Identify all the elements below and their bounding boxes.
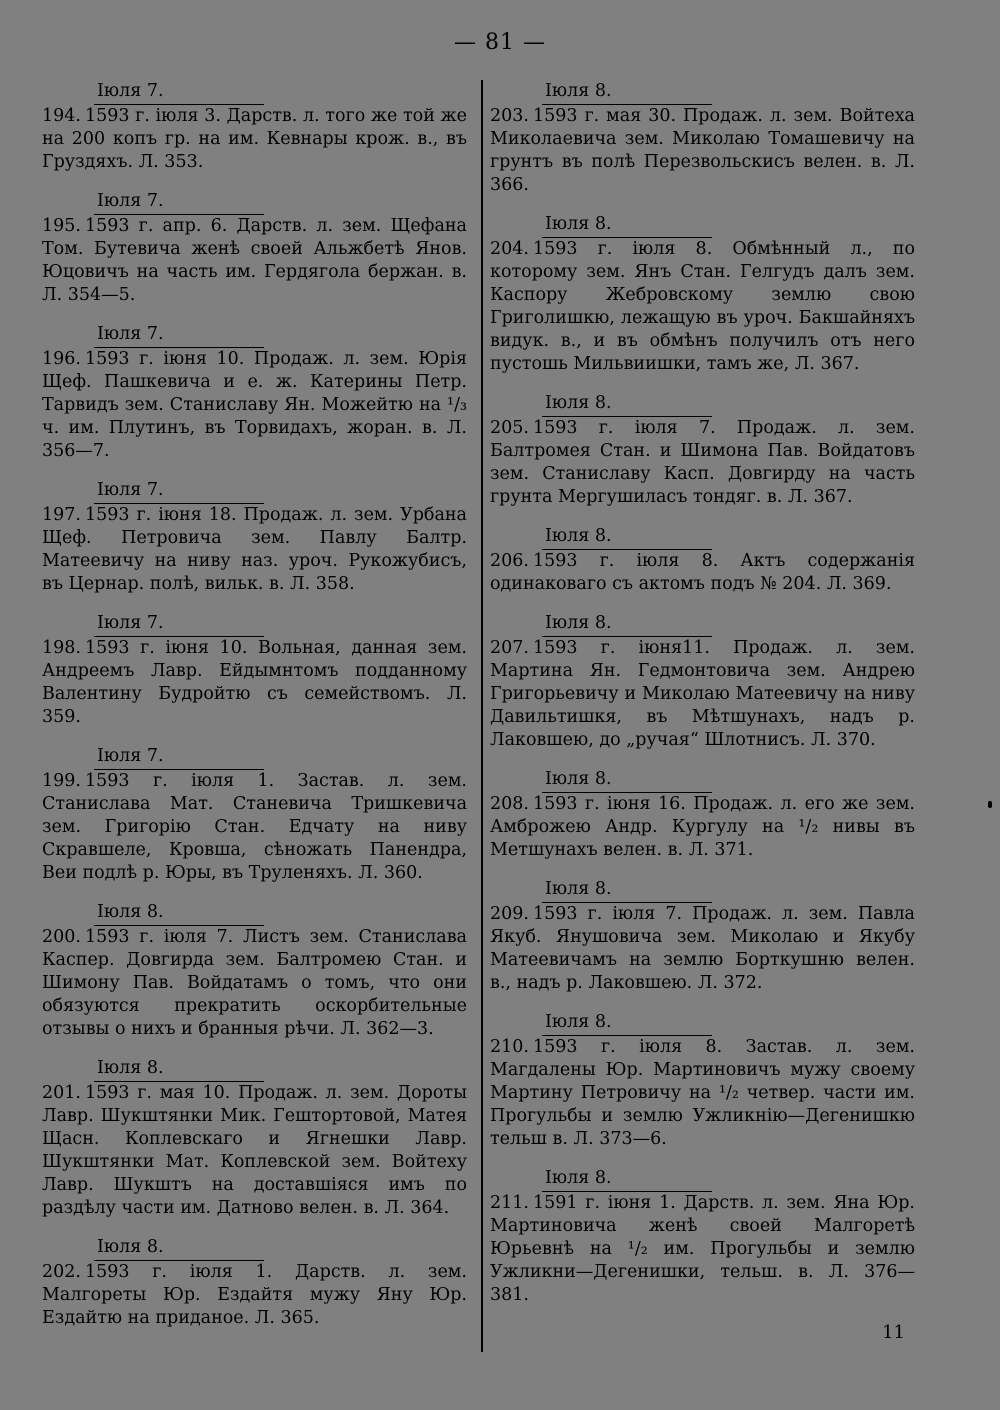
- entry-number: 201.: [42, 1083, 81, 1103]
- entry-text: [42, 348, 467, 463]
- entry-body: 1593 г. іюля 8. Застав. л. зем. Магдалены Юр. Мартиновичъ мужу своему Мартину Петровичу на ¹/₂ четвер. части им. Прогульбы и землю Ужликнію—Дегенишкю тельш в. Л. 373—6.: [490, 1037, 915, 1149]
- entry-number: 205.: [490, 418, 529, 438]
- entry: [42, 323, 467, 463]
- entry-body: 1593 г. іюля 8. Актъ содержанія одинаковаго съ актомъ подъ № 204. Л. 369.: [490, 551, 915, 594]
- entry-number: 208.: [490, 794, 529, 814]
- entry-number: 197.: [42, 505, 81, 525]
- entry: [42, 80, 467, 174]
- entry-date: Іюля 8.: [545, 393, 612, 413]
- entry-date: Іюля 7.: [97, 191, 164, 211]
- entry: [42, 479, 467, 596]
- entry-number: 204.: [490, 239, 529, 259]
- entry-date: Іюля 8.: [545, 526, 612, 546]
- entry-body: 1593 г. іюня 10. Вольная, данная зем. Андреемъ Лавр. Ейдымнтомъ подданному Валентину Будройтю съ семействомъ. Л. 359.: [42, 638, 467, 727]
- entry-body: 1593 г. іюля 8. Обмѣнный л., по которому зем. Янъ Стан. Гелгудъ далъ зем. Каспору Жебровскому землю свою Григолишкю, лежащую въ уроч. Бакшайняхъ видук. в., и въ обмѣнъ получилъ отъ него пустошь Мильвиишки, тамъ же, Л. 367.: [490, 239, 915, 374]
- entry-number: 199.: [42, 771, 81, 791]
- entry-date: Іюля 8.: [545, 81, 612, 101]
- sheet-number: 11: [882, 1322, 905, 1343]
- entry: [490, 768, 915, 862]
- entry-text: [42, 926, 467, 1041]
- entry-text: [42, 1082, 467, 1220]
- entry-number: 207.: [490, 638, 529, 658]
- entry-text: [490, 238, 915, 376]
- entry-number: 206.: [490, 551, 529, 571]
- entry-text: [490, 105, 915, 197]
- entry-number: 211.: [490, 1193, 529, 1213]
- entry-body: 1593 г. мая 30. Продаж. л. зем. Войтеха Миколаевича зем. Миколаю Томашевичу на грунтъ въ полѣ Перезвольскисъ велен. в. Л. 366.: [490, 106, 915, 195]
- entry-body: 1593 г. іюля 7. Листъ зем. Станислава Каспер. Довгирда зем. Балтромею Стан. и Шимону Пав. Войдатамъ о томъ, что они обязуются прекратить оскорбительные отзывы о нихъ и бранныя рѣчи. Л. 362—3.: [42, 927, 467, 1039]
- entry: [490, 1167, 915, 1307]
- column-divider: [481, 80, 483, 1352]
- entry: [490, 213, 915, 376]
- entry-text: [42, 637, 467, 729]
- entry-number: 209.: [490, 904, 529, 924]
- entry: [490, 612, 915, 752]
- margin-mark: [988, 801, 992, 808]
- entry-date: Іюля 8.: [545, 879, 612, 899]
- entry: [42, 190, 467, 307]
- entry-body: 1591 г. іюня 1. Дарств. л. зем. Яна Юр. Мартиновича женѣ своей Малгоретѣ Юрьевнѣ на ¹/₂ им. Прогульбы и землю Ужликни—Дегенишки, тельш. в. Л. 376—381.: [490, 1193, 915, 1305]
- entry-body: 1593 г. іюня11. Продаж. л. зем. Мартина Ян. Гедмонтовича зем. Андрею Григорьевичу и Миколаю Матеевичу на ниву Давильтишкя, въ Мѣтшунахъ, надъ р. Лаковшею, до „ручая“ Шлотнисъ. Л. 370.: [490, 638, 915, 750]
- entry-text: [490, 417, 915, 509]
- entry-date: Іюля 7.: [97, 324, 164, 344]
- entry-body: 1593 г. іюля 7. Продаж. л. зем. Павла Якуб. Янушовича зем. Миколаю и Якубу Матеевичамъ на землю Борткушню велен. в., надъ р. Лаковшею. Л. 372.: [490, 904, 915, 993]
- entry-body: 1593 г. іюля 7. Продаж. л. зем. Балтромея Стан. и Шимона Пав. Войдатовъ зем. Станиславу Касп. Довгирду на часть грунта Мергушиласъ тондяг. в. Л. 367.: [490, 418, 915, 507]
- entry: [490, 525, 915, 596]
- entry-number: 200.: [42, 927, 81, 947]
- entry-number: 195.: [42, 216, 81, 236]
- entry-text: [42, 105, 467, 174]
- left-column: [42, 80, 467, 1346]
- entry-number: 194.: [42, 106, 81, 126]
- entry-text: [42, 215, 467, 307]
- entry-body: 1593 г. іюля 3. Дарств. л. того же той же на 200 копъ гр. на им. Кевнары крож. в., въ Груздяхъ. Л. 353.: [42, 106, 467, 172]
- entry-body: 1593 г. іюля 1. Дарств. л. зем. Малгореты Юр. Ездайтя мужу Яну Юр. Ездайтю на приданое. Л. 365.: [42, 1262, 467, 1328]
- entry: [42, 1057, 467, 1220]
- entry-date: Іюля 7.: [97, 746, 164, 766]
- entry-text: [490, 1192, 915, 1307]
- entry: [42, 1236, 467, 1330]
- entry-date: Іюля 8.: [545, 1012, 612, 1032]
- page-number: — 81 —: [454, 30, 546, 55]
- entry-text: [42, 1261, 467, 1330]
- entry-date: Іюля 8.: [97, 902, 164, 922]
- entry-date: Іюля 8.: [545, 214, 612, 234]
- entry-number: 203.: [490, 106, 529, 126]
- entry-text: [490, 903, 915, 995]
- entry-number: 198.: [42, 638, 81, 658]
- entry-body: 1593 г. іюня 16. Продаж. л. его же зем. Амброжею Андр. Кургулу на ¹/₂ нивы въ Метшунахъ велен. в. Л. 371.: [490, 794, 915, 860]
- entry-text: [42, 770, 467, 885]
- entry: [490, 392, 915, 509]
- entry-date: Іюля 8.: [545, 769, 612, 789]
- entry-date: Іюля 7.: [97, 480, 164, 500]
- entry-text: [490, 1036, 915, 1151]
- entry: [42, 745, 467, 885]
- entry-number: 210.: [490, 1037, 529, 1057]
- entry: [42, 901, 467, 1041]
- entry-text: [490, 793, 915, 862]
- entry: [490, 878, 915, 995]
- entry-date: Іюля 7.: [97, 81, 164, 101]
- entry-date: Іюля 8.: [545, 1168, 612, 1188]
- entry: [42, 612, 467, 729]
- entry-date: Іюля 8.: [545, 613, 612, 633]
- entry-text: [490, 550, 915, 596]
- entry-body: 1593 г. іюля 1. Застав. л. зем. Станислава Мат. Станевича Тришкевича зем. Григорію Стан. Едчату на ниву Скравшеле, Кровша, сѣножать Панендра, Веи подлѣ р. Юры, въ Труленяхъ. Л. 360.: [42, 771, 467, 883]
- entry-date: Іюля 8.: [97, 1058, 164, 1078]
- entry-date: Іюля 7.: [97, 613, 164, 633]
- entry-body: 1593 г. іюня 10. Продаж. л. зем. Юрія Щеф. Пашкевича и е. ж. Катерины Петр. Тарвидъ зем. Станиславу Ян. Можейтю на ¹/₃ ч. им. Плутинъ, въ Торвидахъ, жоран. в. Л. 356—7.: [42, 349, 467, 461]
- entry-text: [490, 637, 915, 752]
- entry-number: 202.: [42, 1262, 81, 1282]
- entry-number: 196.: [42, 349, 81, 369]
- entry: [490, 80, 915, 197]
- entry-body: 1593 г. мая 10. Продаж. л. зем. Дороты Лавр. Шукштянки Мик. Гештортовой, Матея Щасн. Коплевскаго и Ягнешки Лавр. Шукштянки Мат. Коплевской зем. Войтеху Лавр. Шукштъ на доставшіяся имъ по раздѣлу части им. Датново велен. в. Л. 364.: [42, 1083, 467, 1218]
- right-column: [490, 80, 915, 1323]
- entry-body: 1593 г. іюня 18. Продаж. л. зем. Урбана Щеф. Петровича зем. Павлу Балтр. Матеевичу на ниву наз. уроч. Рукожубисъ, въ Цернар. полѣ, вильк. в. Л. 358.: [42, 505, 467, 594]
- entry: [490, 1011, 915, 1151]
- entry-text: [42, 504, 467, 596]
- entry-body: 1593 г. апр. 6. Дарств. л. зем. Щефана Том. Бутевича женѣ своей Альжбетѣ Янов. Юцовичъ на часть им. Гердягола бержан. в. Л. 354—5.: [42, 216, 467, 305]
- entry-date: Іюля 8.: [97, 1237, 164, 1257]
